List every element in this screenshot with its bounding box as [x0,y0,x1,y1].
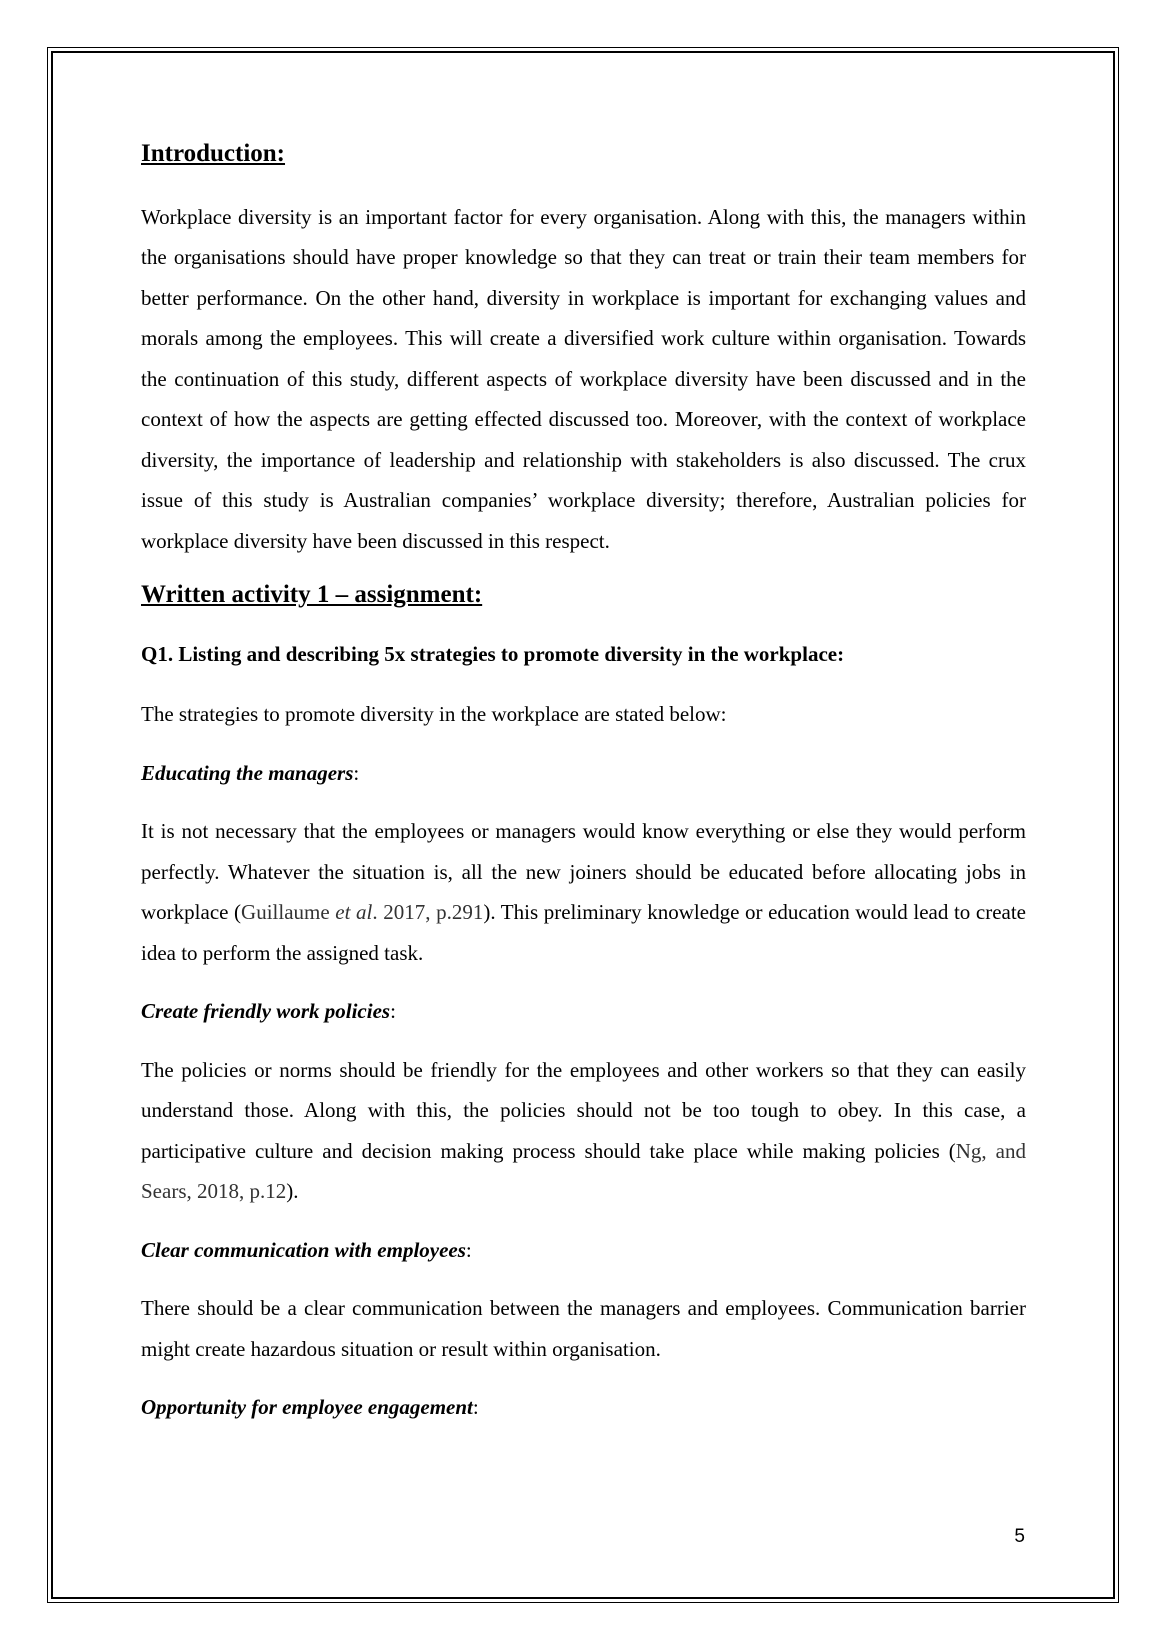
strategy-title: Opportunity for employee engagement [141,1395,473,1419]
strategies-lead-text: The strategies to promote diversity in the workplace are stated below: [141,702,727,726]
written-activity-heading: Written activity 1 – assignment: [141,581,483,608]
strategy-heading [141,1387,1026,1428]
question-1-heading: Q1. Listing and describing 5x strategies to promote diversity in the workplace: [141,641,845,666]
strategy-title-colon: : [353,760,360,785]
strategy-title-colon: : [390,999,396,1023]
strategy-heading [141,1230,1026,1271]
strategy-heading [141,991,1026,1032]
strategy-paragraph [141,1050,1026,1212]
strategy-heading [141,753,1026,794]
strategy-title: Educating the managers [141,760,354,785]
strategy-title-colon: : [472,1395,479,1419]
citation: Guillaume et al. 2017, p.291 [241,900,484,924]
document-body [141,138,1026,1446]
strategy-title: Create friendly work policies [141,999,391,1023]
page-number: 5 [1014,1526,1025,1547]
citation: Ng, and Sears, 2018, p.12 [141,1138,1026,1203]
strategy-title: Clear communication with employees [141,1237,466,1262]
strategy-text-continued: ). [286,1179,299,1203]
strategy-text-continued: ). This preliminary knowledge or education would lead to create idea to perform the assigned task. [141,900,1027,965]
strategy-text: It is not necessary that the employees or managers would know everything or else they would perform perfectly. Whatever the situation is, all the new joiners should be educated before allocating jobs in workplace ( [141,819,1026,924]
strategy-paragraph: There should be a clear communication between the managers and employees. Communication barrier might create hazardous situation or result within organisation. [141,1296,1026,1361]
introduction-paragraph: Workplace diversity is an important factor for every organisation. Along with this, the managers within the organisations should have proper knowledge so that they can treat or train their team members for better performance. On the other hand, diversity in workplace is important for exchanging values and morals among the employees. This will create a diversified work culture within organisation. Towards the continuation of this study, different aspects of workplace diversity have been discussed and in the context of how the aspects are getting effected discussed too. Moreover, with the context of workplace diversity, the importance of leadership and relationship with stakeholders is also discussed. The crux issue of this study is Australian companies’ workplace diversity; therefore, Australian policies for workplace diversity have been discussed in this respect. [141,204,1026,553]
strategy-title-colon: : [465,1237,472,1262]
strategy-paragraph [141,811,1026,973]
introduction-heading: Introduction: [141,140,286,167]
strategy-text: The policies or norms should be friendly for the employees and other workers so that they can easily understand those. Along with this, the policies should not be too tough to obey. In this case, a participative culture and decision making process should take place while making policies ( [141,1057,1026,1163]
